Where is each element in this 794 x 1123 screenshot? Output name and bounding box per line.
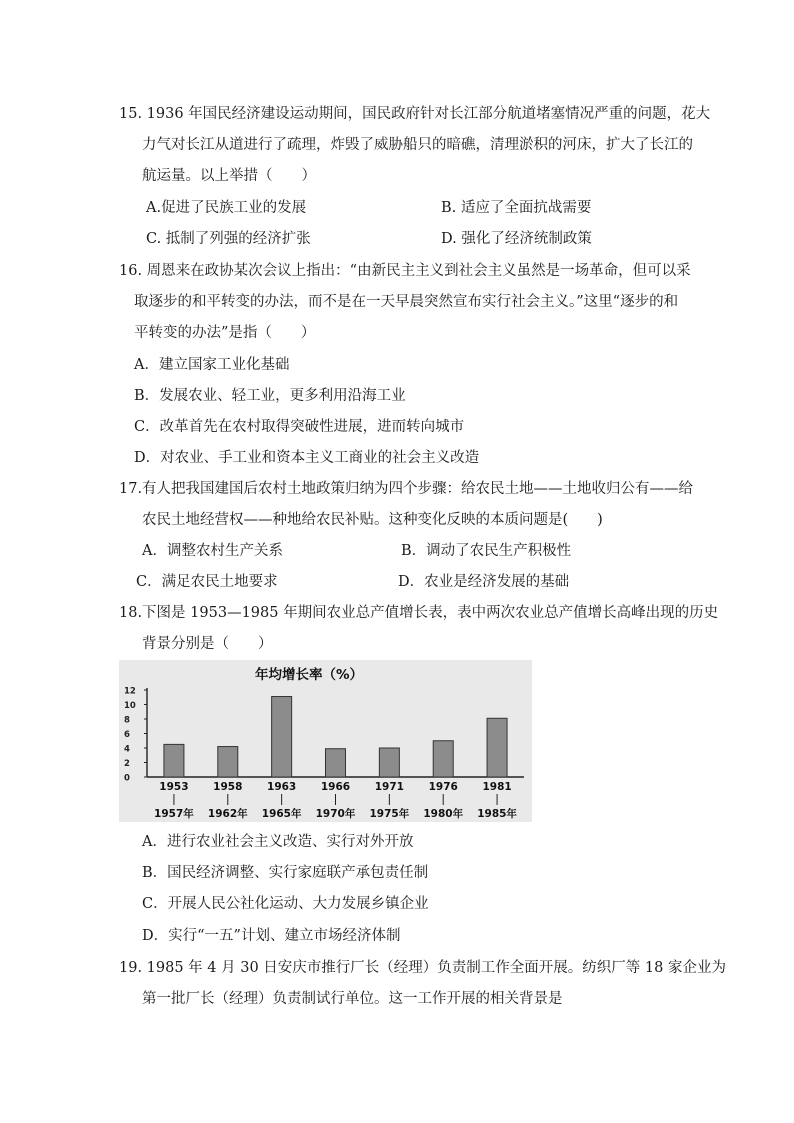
y-tick-label: 0 — [124, 773, 130, 784]
q17-option-a[interactable]: A．调整农村生产关系 — [142, 543, 283, 559]
bar-1953 — [164, 744, 184, 777]
x-label-end: 1975年 — [369, 808, 410, 820]
x-label-end: 1980年 — [423, 808, 464, 820]
q16-option-b[interactable]: B．发展农业、轻工业，更多利用沿海工业 — [134, 388, 406, 404]
q17-option-b[interactable]: B．调动了农民生产积极性 — [401, 543, 572, 559]
bars — [164, 697, 507, 777]
q16-option-d[interactable]: D．对农业、手工业和资本主义工商业的社会主义改造 — [134, 450, 480, 466]
bar-1958 — [218, 747, 238, 777]
x-label-start: 1966 — [320, 781, 351, 793]
q16-stem-line-2: 取逐步的和平转变的办法，而不是在一天早晨突然宣布实行社会主义。”这里“逐步的和 — [134, 294, 679, 310]
q15-stem-line-1: 15. 1936 年国民经济建设运动期间，国民政府针对长江部分航道堵塞情况严重的问题，花大 — [119, 106, 711, 122]
x-label-start: 1971 — [374, 781, 404, 793]
bar-1966 — [326, 749, 346, 777]
q18-stem-line-2: 背景分别是（ ） — [142, 636, 273, 652]
y-tick-label: 6 — [124, 730, 130, 740]
q16-option-a[interactable]: A．建立国家工业化基础 — [134, 357, 290, 373]
x-label-start: 1981 — [482, 781, 512, 793]
x-label-start: 1976 — [428, 781, 458, 793]
q16-option-c[interactable]: C．改革首先在农村取得突破性进展，进而转向城市 — [134, 419, 465, 435]
q18-option-d[interactable]: D．实行“一五”计划、建立市场经济体制 — [142, 928, 401, 944]
x-label-start: 1953 — [159, 781, 189, 793]
y-tick-label: 12 — [124, 686, 136, 697]
q17-option-d[interactable]: D．农业是经济发展的基础 — [398, 574, 570, 590]
q18-stem-line-1: 18.下图是 1953—1985 年期间农业总产值增长表，表中两次农业总产值增长高峰出现的历史 — [119, 605, 719, 621]
growth-rate-chart-svg — [119, 660, 532, 822]
bar-1971 — [379, 748, 399, 777]
bar-1963 — [272, 697, 292, 777]
q18-option-c[interactable]: C．开展人民公社化运动、大力发展乡镇企业 — [142, 896, 429, 912]
bar-1976 — [433, 741, 453, 777]
x-label-end: 1957年 — [154, 808, 194, 820]
chart-title: 年均增长率（%） — [254, 667, 364, 683]
x-label-end: 1985年 — [477, 808, 517, 820]
q16-stem-line-1: 16. 周恩来在政协某次会议上指出：“由新民主主义到社会主义虽然是一场革命，但可以采 — [119, 263, 691, 279]
q17-option-c[interactable]: C．满足农民土地要求 — [136, 574, 278, 590]
q17-stem-line-2: 农民土地经营权——种地给农民补贴。这种变化反映的本质问题是( ) — [142, 512, 603, 528]
q19-stem-line-2: 第一批厂长（经理）负责制试行单位。这一工作开展的相关背景是 — [142, 991, 563, 1007]
q18-option-a[interactable]: A．进行农业社会主义改造、实行对外开放 — [142, 834, 414, 850]
q15-option-d[interactable]: D. 强化了经济统制政策 — [441, 231, 592, 247]
q15-option-c[interactable]: C. 抵制了列强的经济扩张 — [146, 231, 311, 247]
q16-stem-line-3: 平转变的办法”是指（ ） — [134, 325, 316, 341]
x-label-start: 1963 — [267, 781, 297, 793]
x-label-end: 1965年 — [261, 808, 302, 820]
y-tick-label: 4 — [124, 744, 130, 755]
y-tick-label: 2 — [124, 759, 130, 769]
x-label-end: 1970年 — [315, 808, 356, 820]
growth-rate-chart — [119, 660, 532, 822]
q15-option-a[interactable]: A.促进了民族工业的发展 — [146, 200, 307, 216]
y-tick-label: 10 — [124, 701, 136, 711]
x-axis-labels — [154, 781, 517, 820]
q15-option-b[interactable]: B. 适应了全面抗战需要 — [441, 200, 592, 216]
x-label-end: 1962年 — [207, 808, 248, 820]
q18-option-b[interactable]: B．国民经济调整、实行家庭联产承包责任制 — [142, 865, 429, 881]
x-label-start: 1958 — [213, 781, 243, 793]
q15-stem-line-3: 航运量。以上举措（ ） — [142, 168, 316, 184]
q17-stem-line-1: 17.有人把我国建国后农村土地政策归纳为四个步骤：给农民土地——土地收归公有——给 — [119, 481, 694, 497]
y-tick-label: 8 — [124, 715, 130, 726]
q15-stem-line-2: 力气对长江从道进行了疏理，炸毁了威胁船只的暗礁，清理淤积的河床，扩大了长江的 — [142, 137, 693, 153]
q19-stem-line-1: 19. 1985 年 4 月 30 日安庆市推行厂长（经理）负责制工作全面开展。纺织厂等 18 家企业为 — [119, 960, 726, 976]
bar-1981 — [487, 718, 507, 777]
